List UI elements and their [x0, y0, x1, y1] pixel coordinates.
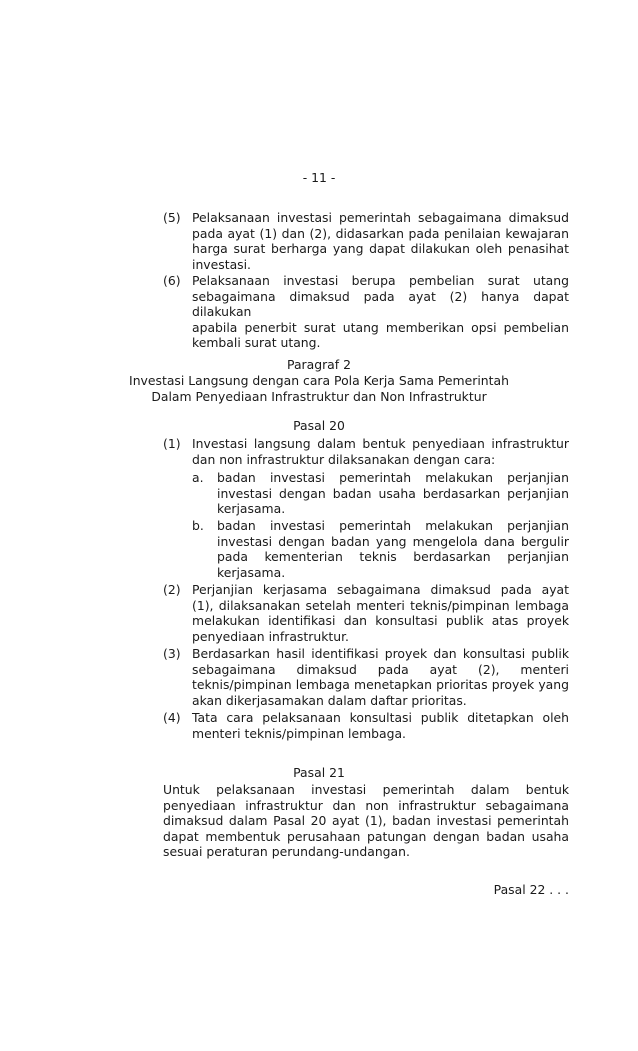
text-line: kembali surat utang. [192, 335, 321, 351]
text-line: (1), dilaksanakan setelah menteri teknis/pimpinan lembaga [192, 597, 569, 613]
text-line: badan investasi pemerintah melakukan perjanjian [217, 470, 569, 485]
text-line: pada ayat (1) dan (2), didasarkan pada penilaian kewajaran [192, 225, 569, 241]
text-line: melakukan identifikasi dan konsultasi publik atas proyek [192, 613, 569, 629]
continuation-marker: Pasal 22 . . . [493, 882, 569, 897]
text-line: kerjasama. [217, 564, 286, 580]
subitem-text-a [217, 470, 569, 517]
text-line: Perjanjian kerjasama sebagaimana dimaksud pada ayat [192, 582, 569, 597]
text-line: kerjasama. [217, 501, 286, 517]
text-line: akan dikerjasamakan dalam daftar prioritas. [192, 692, 467, 708]
item-text-6 [192, 273, 569, 351]
item-text-5 [192, 210, 569, 272]
pasal-20-item-number-1: (1) [163, 436, 181, 451]
item-number-5: (5) [163, 210, 181, 225]
text-line: dimaksud dalam Pasal 20 ayat (1), badan investasi pemerintah [163, 813, 569, 829]
text-line: harga surat berharga yang dapat dilakukan oleh penasihat [192, 241, 569, 257]
pasal-20-item-text-3 [192, 646, 569, 708]
subitem-letter-a: a. [192, 470, 204, 485]
pasal-20-heading: Pasal 20 [293, 418, 345, 433]
paragraf-title-line2: Dalam Penyediaan Infrastruktur dan Non Infrastruktur [151, 389, 487, 404]
page-number: - 11 - [302, 170, 336, 185]
text-line: Investasi langsung dalam bentuk penyediaan infrastruktur [192, 436, 569, 451]
text-line: penyediaan infrastruktur. [192, 628, 349, 644]
text-line: dan non infrastruktur dilaksanakan dengan cara: [192, 451, 496, 467]
text-line: sebagaimana dimaksud pada ayat (2), menteri [192, 661, 569, 677]
paragraf-title-line1: Investasi Langsung dengan cara Pola Kerja Sama Pemerintah [129, 373, 509, 388]
text-line: apabila penerbit surat utang memberikan opsi pembelian [192, 319, 569, 335]
text-line: pada kementerian teknis berdasarkan perjanjian [217, 549, 569, 565]
text-line: Pelaksanaan investasi berupa pembelian surat utang [192, 273, 569, 288]
text-line: Berdasarkan hasil identifikasi proyek dan konsultasi publik [192, 646, 569, 661]
text-line: investasi. [192, 256, 251, 272]
pasal-21-body [163, 782, 569, 860]
text-line: menteri teknis/pimpinan lembaga. [192, 725, 406, 741]
text-line: Untuk pelaksanaan investasi pemerintah dalam bentuk [163, 782, 569, 797]
pasal-20-item-text-4 [192, 710, 569, 741]
pasal-21-heading: Pasal 21 [293, 765, 345, 780]
item-number-6: (6) [163, 273, 181, 288]
text-line: investasi dengan badan usaha berdasarkan perjanjian [217, 485, 569, 501]
text-line: Tata cara pelaksanaan konsultasi publik ditetapkan oleh [192, 710, 569, 725]
text-line: sebagaimana dimaksud pada ayat (2) hanya dapat dilakukan [192, 288, 569, 320]
text-line: penyediaan infrastruktur dan non infrastruktur sebagaimana [163, 797, 569, 813]
pasal-20-item-number-3: (3) [163, 646, 181, 661]
text-line: sesuai peraturan perundang-undangan. [163, 844, 410, 860]
text-line: badan investasi pemerintah melakukan perjanjian [217, 518, 569, 533]
pasal-20-item-number-4: (4) [163, 710, 181, 725]
text-line: investasi dengan badan yang mengelola dana bergulir [217, 533, 569, 549]
text-line: dapat membentuk perusahaan patungan dengan badan usaha [163, 828, 569, 844]
text-line: teknis/pimpinan lembaga menetapkan prioritas proyek yang [192, 677, 569, 693]
pasal-20-item-text-1 [192, 436, 569, 467]
pasal-20-item-number-2: (2) [163, 582, 181, 597]
pasal-20-item-text-2 [192, 582, 569, 644]
paragraf-label: Paragraf 2 [287, 357, 351, 372]
text-line: Pelaksanaan investasi pemerintah sebagaimana dimaksud [192, 210, 569, 225]
subitem-letter-b: b. [192, 518, 204, 533]
subitem-text-b [217, 518, 569, 580]
